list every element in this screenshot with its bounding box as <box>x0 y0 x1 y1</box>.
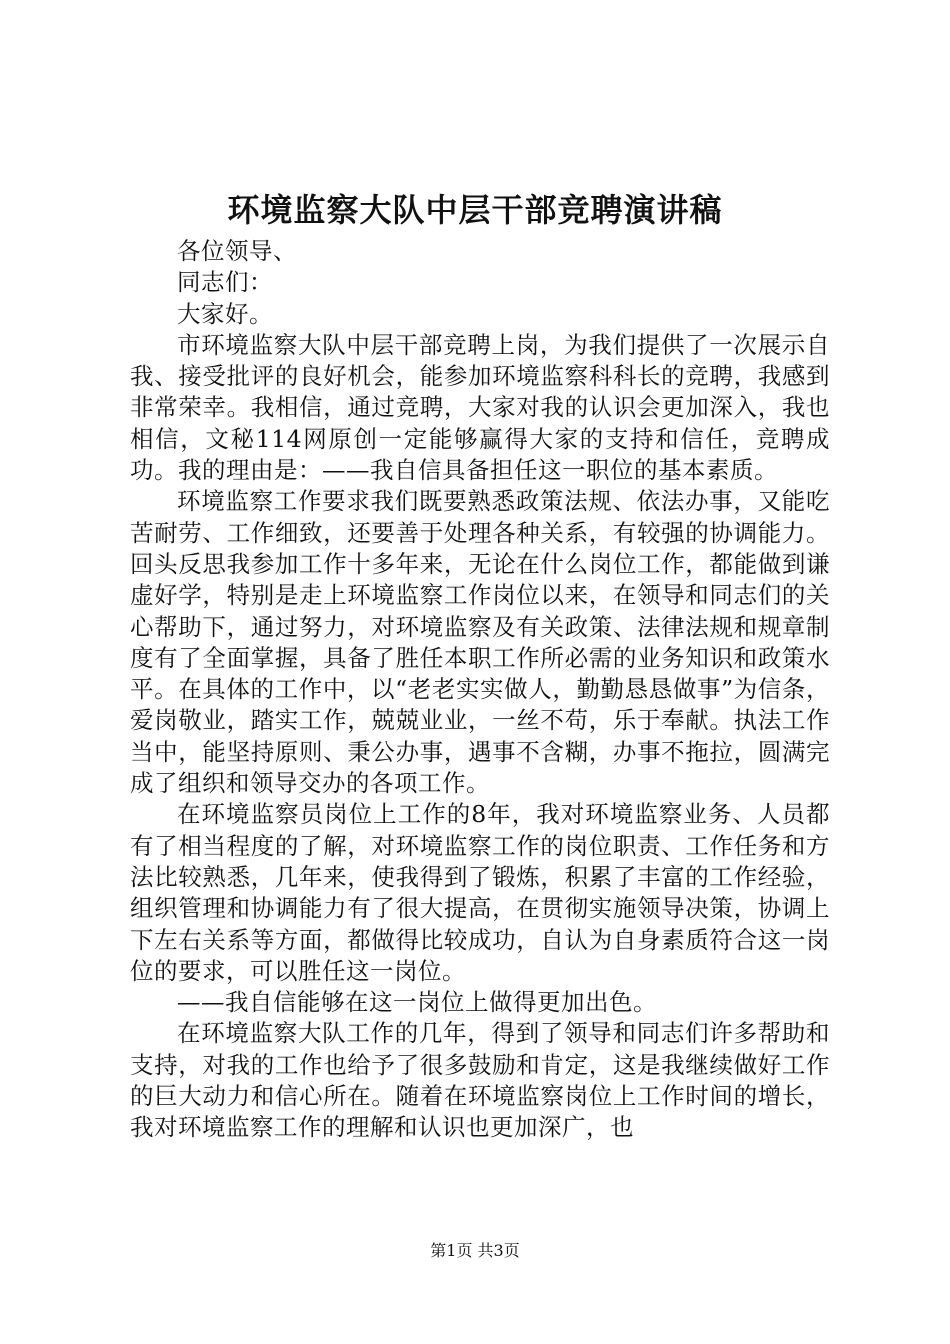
paragraph: 环境监察工作要求我们既要熟悉政策法规、依法办事，又能吃苦耐劳、工作细致，还要善于处理各种关系，有较强的协调能力。回头反思我参加工作十多年来，无论在什么岗位工作，都能做到谦虚好学，特别是走上环境监察工作岗位以来，在领导和同志们的关心帮助下，通过努力，对环境监察及有关政策、法律法规和规章制度有了全面掌握，具备了胜任本职工作所必需的业务知识和政策水平。在具体的工作中，以“老老实实做人，勤勤恳恳做事”为信条，爱岗敬业，踏实工作，兢兢业业，一丝不苟，乐于奉献。执法工作当中，能坚持原则、秉公办事，遇事不含糊，办事不拖拉，圆满完成了组织和领导交办的各项工作。 <box>130 487 830 798</box>
paragraph: 市环境监察大队中层干部竞聘上岗，为我们提供了一次展示自我、接受批评的良好机会，能参加环境监察科科长的竞聘，我感到非常荣幸。我相信，通过竞聘，大家对我的认识会更加深入，我也相信，文秘114网原创一定能够赢得大家的支持和信任，竞聘成功。我的理由是：——我自信具备担任这一职位的基本素质。 <box>130 330 830 485</box>
page-number-footer: 第1页 共3页 <box>430 1241 520 1260</box>
paragraph: 在环境监察员岗位上工作的8年，我对环境监察业务、人员都有了相当程度的了解，对环境监察工作的岗位职责、工作任务和方法比较熟悉，几年来，使我得到了锻炼，积累了丰富的工作经验，组织管理和协调能力有了很大提高，在贯彻实施领导决策，协调上下左右关系等方面，都做得比较成功，自认为自身素质符合这一岗位的要求，可以胜任这一岗位。 <box>130 800 830 985</box>
salutation-comrades: 同志们： <box>177 268 273 297</box>
paragraph: ——我自信能够在这一岗位上做得更加出色。 <box>177 988 657 1017</box>
document-title: 环境监察大队中层干部竞聘演讲稿 <box>227 191 723 229</box>
paragraph: 在环境监察大队工作的几年，得到了领导和同志们许多帮助和支持，对我的工作也给予了很多鼓励和肯定，这是我继续做好工作的巨大动力和信心所在。随着在环境监察岗位上工作时间的增长，我对环境监察工作的理解和认识也更加深广，也 <box>130 1019 830 1142</box>
document-body <box>130 236 830 1144</box>
salutation-leaders: 各位领导、 <box>177 237 297 265</box>
greeting: 大家好。 <box>177 299 273 328</box>
